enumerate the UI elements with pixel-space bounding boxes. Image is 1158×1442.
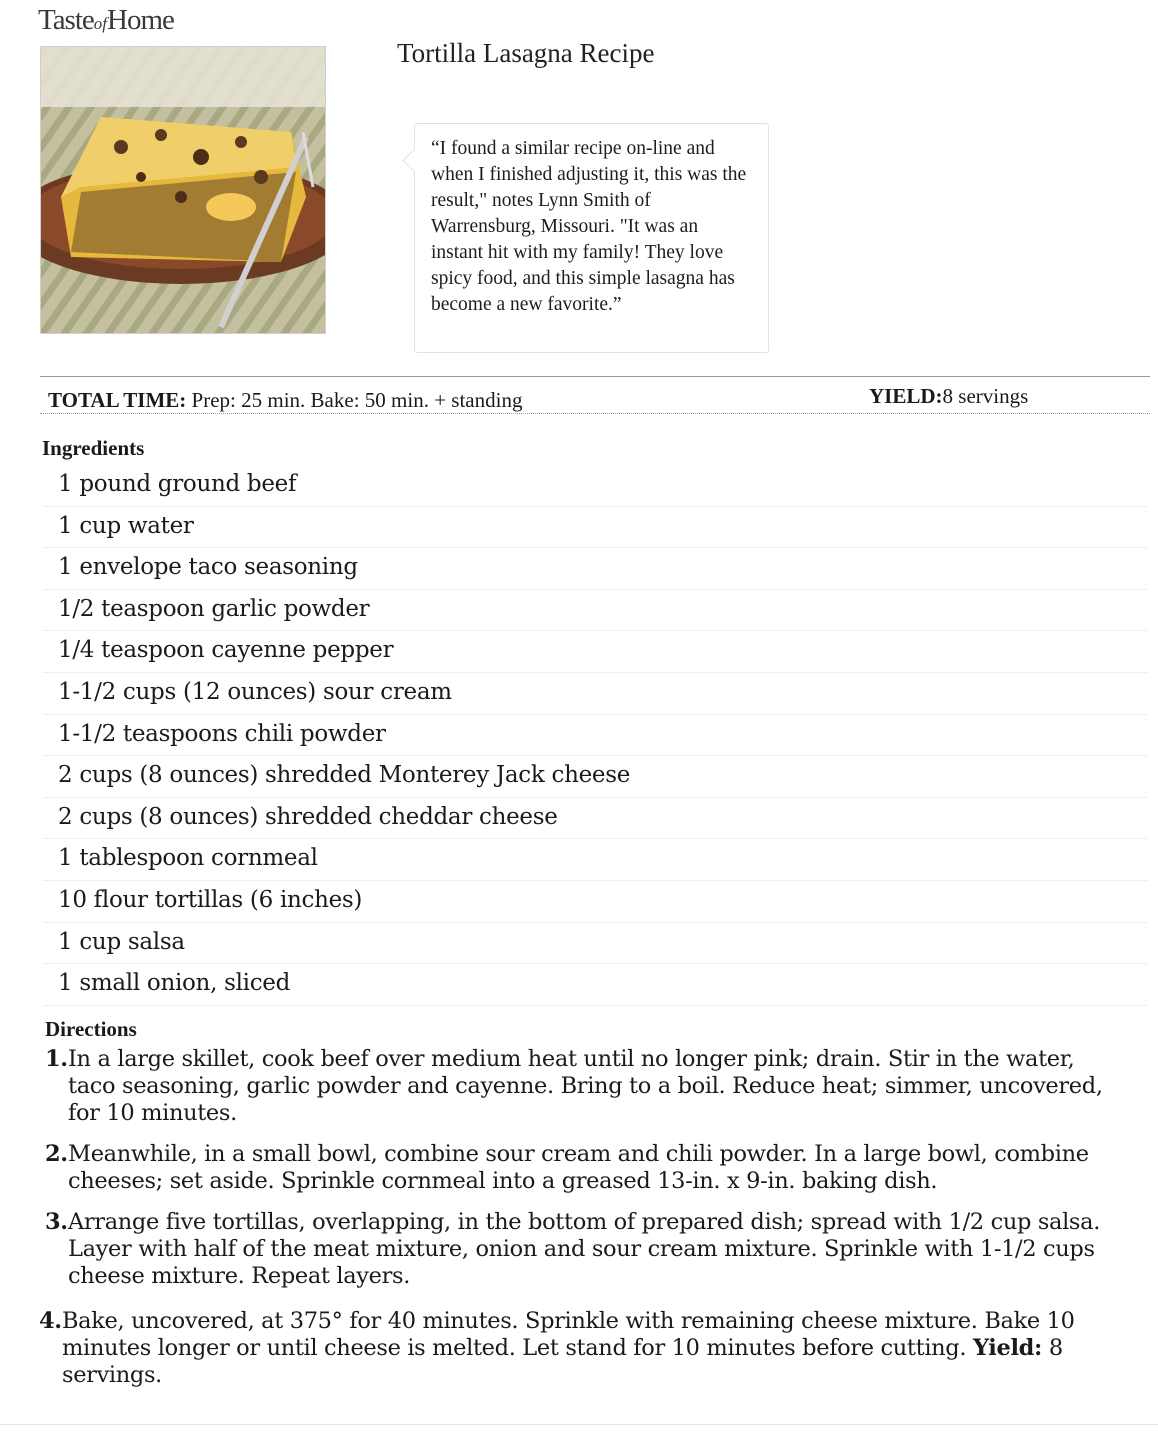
yield <box>869 384 1028 409</box>
yield-value: 8 servings <box>942 384 1029 408</box>
ingredient-item: 1/2 teaspoon garlic powder <box>43 590 1148 632</box>
ingredients-heading: Ingredients <box>42 436 145 460</box>
ingredient-item: 1-1/2 teaspoons chili powder <box>43 715 1148 757</box>
directions-list <box>39 1046 1118 1403</box>
ingredient-item: 1 cup salsa <box>43 923 1148 965</box>
time-yield-bar <box>40 376 1150 414</box>
ingredient-item: 1 cup water <box>43 507 1148 549</box>
step-number: 1. <box>45 1046 68 1072</box>
step-yield-value: 8 servings. <box>62 1335 1063 1388</box>
recipe-photo <box>40 46 326 334</box>
step-number: 2. <box>45 1141 68 1167</box>
ingredient-item: 2 cups (8 ounces) shredded cheddar cheese <box>43 798 1148 840</box>
recipe-title: Tortilla Lasagna Recipe <box>397 38 655 68</box>
total-time-value: Prep: 25 min. Bake: 50 min. + standing <box>191 388 523 412</box>
total-time-label: TOTAL TIME: <box>48 388 187 412</box>
step-number: 3. <box>45 1209 68 1235</box>
logo-taste: Taste <box>38 4 94 36</box>
lasagna-plate-illustration <box>41 47 325 333</box>
logo-home: Home <box>107 4 174 36</box>
directions-heading: Directions <box>45 1017 137 1041</box>
step-text: In a large skillet, cook beef over medium heat until no longer pink; drain. Stir in the water, taco seasoning, garlic powder and cayenne. Bring to a boil. Reduce heat; simmer, uncovered, for 10 minutes. <box>68 1046 1103 1126</box>
step-number: 4. <box>39 1308 62 1334</box>
taste-of-home-logo[interactable] <box>38 4 174 37</box>
ingredient-item: 2 cups (8 ounces) shredded Monterey Jack cheese <box>43 756 1148 798</box>
direction-step <box>43 1046 1118 1127</box>
ingredient-item: 1 small onion, sliced <box>43 964 1148 1006</box>
ingredient-item: 1/4 teaspoon cayenne pepper <box>43 631 1148 673</box>
ingredient-item: 1 pound ground beef <box>43 465 1148 507</box>
step-text: Arrange five tortillas, overlapping, in the bottom of prepared dish; spread with 1/2 cup salsa. Layer with half of the meat mixture, onion and sour cream mixture. Sprinkle with 1-1/2 cups cheese mixture. Repeat layers. <box>68 1209 1100 1289</box>
total-time <box>48 388 522 413</box>
logo-of: of <box>93 14 108 33</box>
ingredient-item: 1 envelope taco seasoning <box>43 548 1148 590</box>
ingredient-item: 1 tablespoon cornmeal <box>43 839 1148 881</box>
direction-step <box>43 1209 1118 1290</box>
step-yield-label: Yield: <box>972 1335 1042 1361</box>
step-text: Bake, uncovered, at 375° for 40 minutes. Sprinkle with remaining cheese mixture. Bake 10 minutes longer or until cheese is melted. Let stand for 10 minutes before cutting. <box>62 1308 1075 1361</box>
bottom-rule <box>0 1424 1158 1425</box>
ingredient-item: 10 flour tortillas (6 inches) <box>43 881 1148 923</box>
direction-step <box>43 1141 1118 1195</box>
direction-step <box>39 1308 1118 1389</box>
ingredient-item: 1-1/2 cups (12 ounces) sour cream <box>43 673 1148 715</box>
quote-text: “I found a similar recipe on-line and when I finished adjusting it, this was the result," notes Lynn Smith of Warrensburg, Missouri. "It was an instant hit with my family! They love spicy food, and this simple lasagna has become a new favorite.” <box>431 138 747 315</box>
step-text: Meanwhile, in a small bowl, combine sour cream and chili powder. In a large bowl, combine cheeses; set aside. Sprinkle cornmeal into a greased 13-in. x 9-in. baking dish. <box>68 1141 1089 1194</box>
quote-box <box>414 123 769 353</box>
yield-label: YIELD: <box>869 384 943 408</box>
ingredients-list <box>43 465 1148 1006</box>
